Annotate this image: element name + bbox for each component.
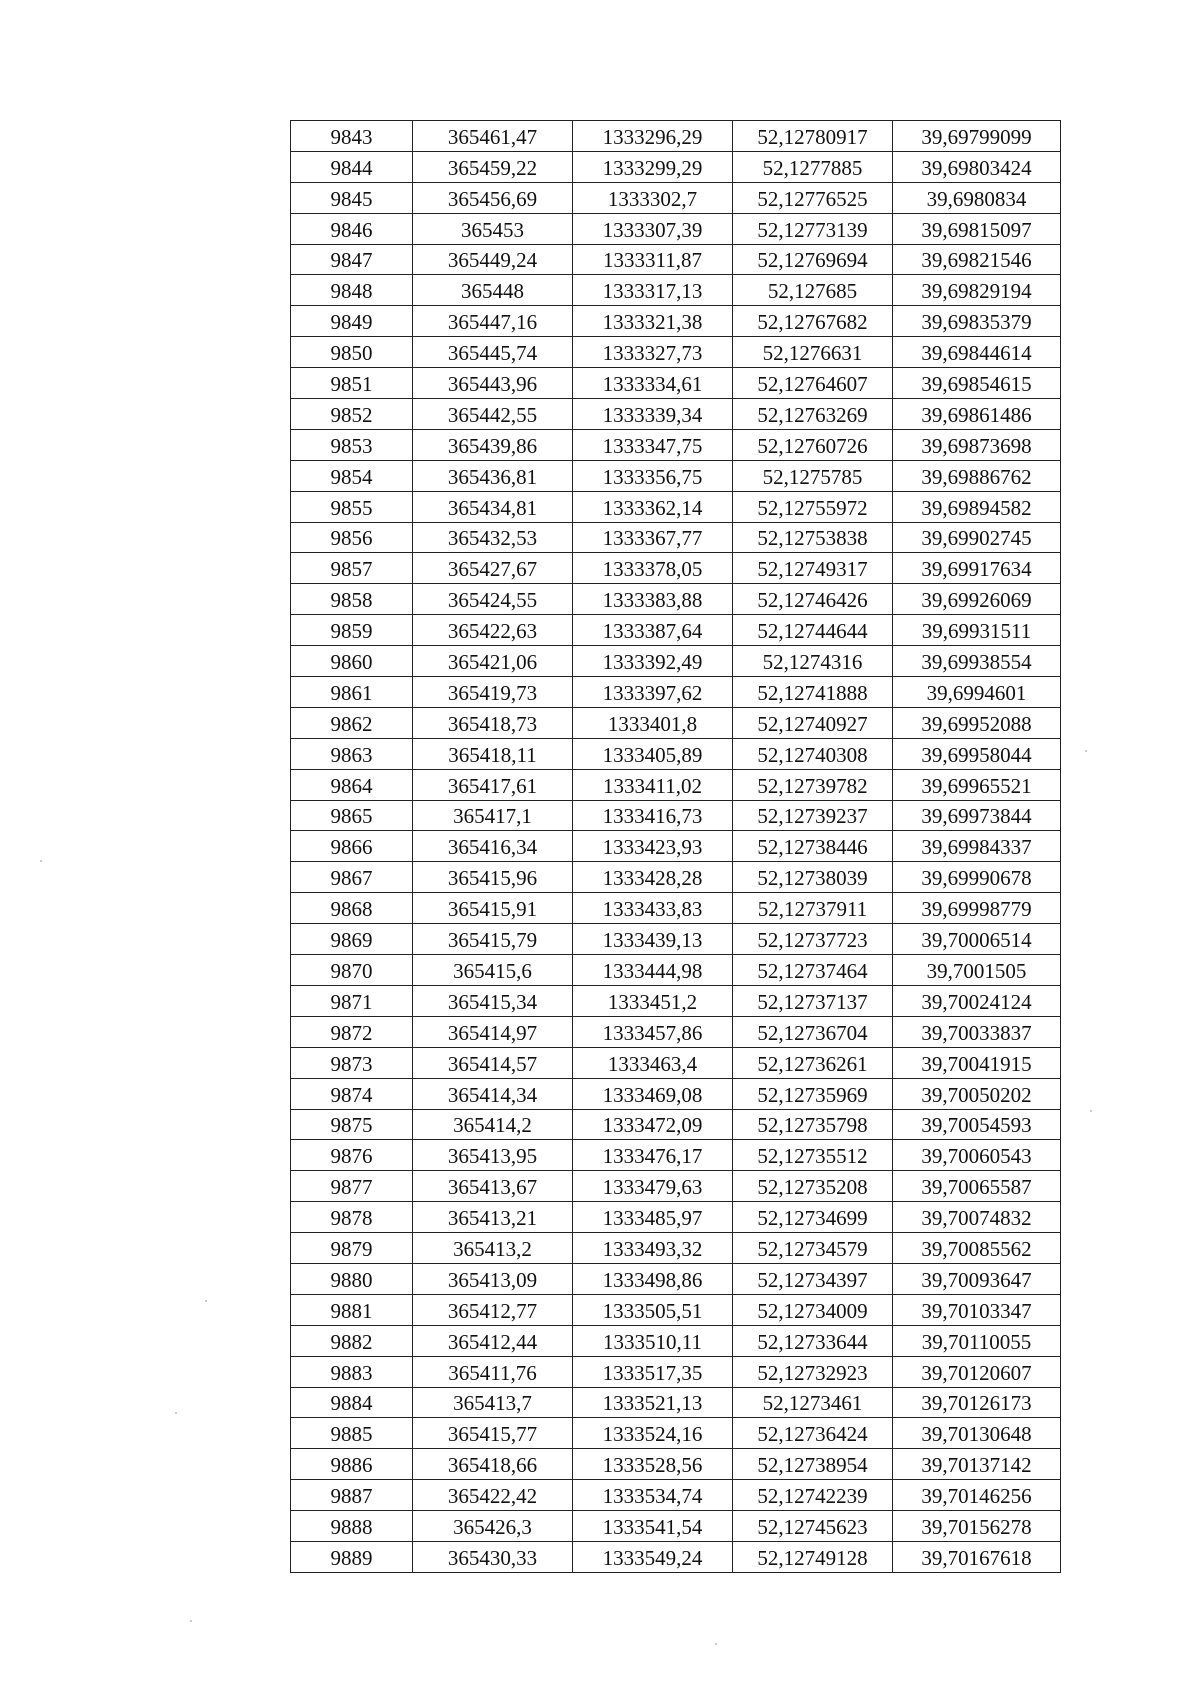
y-coordinate-cell: 1333476,17: [573, 1140, 733, 1171]
table-row: [291, 275, 1061, 306]
latitude-cell: 52,12738954: [733, 1449, 893, 1480]
y-coordinate-cell: 1333411,02: [573, 769, 733, 800]
longitude-cell: 39,69973844: [893, 800, 1061, 831]
point-number-cell: 9845: [291, 182, 413, 213]
longitude-cell: 39,69873698: [893, 429, 1061, 460]
longitude-cell: 39,70085562: [893, 1233, 1061, 1264]
latitude-cell: 52,12763269: [733, 399, 893, 430]
longitude-cell: 39,69815097: [893, 213, 1061, 244]
table-row: [291, 1325, 1061, 1356]
point-number-cell: 9847: [291, 244, 413, 275]
table-row: [291, 460, 1061, 491]
latitude-cell: 52,12735798: [733, 1109, 893, 1140]
y-coordinate-cell: 1333479,63: [573, 1171, 733, 1202]
longitude-cell: 39,69829194: [893, 275, 1061, 306]
longitude-cell: 39,70050202: [893, 1078, 1061, 1109]
x-coordinate-cell: 365459,22: [413, 151, 573, 182]
point-number-cell: 9876: [291, 1140, 413, 1171]
point-number-cell: 9857: [291, 553, 413, 584]
longitude-cell: 39,69803424: [893, 151, 1061, 182]
latitude-cell: 52,12739237: [733, 800, 893, 831]
x-coordinate-cell: 365413,09: [413, 1263, 573, 1294]
table-row: [291, 522, 1061, 553]
x-coordinate-cell: 365413,67: [413, 1171, 573, 1202]
point-number-cell: 9872: [291, 1016, 413, 1047]
x-coordinate-cell: 365413,7: [413, 1387, 573, 1418]
y-coordinate-cell: 1333451,2: [573, 985, 733, 1016]
longitude-cell: 39,69902745: [893, 522, 1061, 553]
longitude-cell: 39,70024124: [893, 985, 1061, 1016]
point-number-cell: 9865: [291, 800, 413, 831]
table-row: [291, 553, 1061, 584]
x-coordinate-cell: 365434,81: [413, 491, 573, 522]
point-number-cell: 9880: [291, 1263, 413, 1294]
latitude-cell: 52,12734397: [733, 1263, 893, 1294]
point-number-cell: 9862: [291, 707, 413, 738]
x-coordinate-cell: 365418,66: [413, 1449, 573, 1480]
y-coordinate-cell: 1333327,73: [573, 337, 733, 368]
y-coordinate-cell: 1333541,54: [573, 1511, 733, 1542]
longitude-cell: 39,69931511: [893, 615, 1061, 646]
point-number-cell: 9854: [291, 460, 413, 491]
point-number-cell: 9871: [291, 985, 413, 1016]
y-coordinate-cell: 1333472,09: [573, 1109, 733, 1140]
table-row: [291, 491, 1061, 522]
y-coordinate-cell: 1333397,62: [573, 677, 733, 708]
point-number-cell: 9873: [291, 1047, 413, 1078]
table-row: [291, 1511, 1061, 1542]
table-row: [291, 244, 1061, 275]
y-coordinate-cell: 1333401,8: [573, 707, 733, 738]
latitude-cell: 52,12735512: [733, 1140, 893, 1171]
longitude-cell: 39,69886762: [893, 460, 1061, 491]
table-row: [291, 769, 1061, 800]
y-coordinate-cell: 1333433,83: [573, 893, 733, 924]
longitude-cell: 39,70110055: [893, 1325, 1061, 1356]
x-coordinate-cell: 365427,67: [413, 553, 573, 584]
latitude-cell: 52,12744644: [733, 615, 893, 646]
table-row: [291, 924, 1061, 955]
table-row: [291, 862, 1061, 893]
latitude-cell: 52,12733644: [733, 1325, 893, 1356]
x-coordinate-cell: 365422,42: [413, 1480, 573, 1511]
x-coordinate-cell: 365456,69: [413, 182, 573, 213]
point-number-cell: 9851: [291, 368, 413, 399]
longitude-cell: 39,69821546: [893, 244, 1061, 275]
longitude-cell: 39,70103347: [893, 1294, 1061, 1325]
point-number-cell: 9875: [291, 1109, 413, 1140]
table-row: [291, 985, 1061, 1016]
x-coordinate-cell: 365415,79: [413, 924, 573, 955]
table-row: [291, 677, 1061, 708]
point-number-cell: 9867: [291, 862, 413, 893]
latitude-cell: 52,12737723: [733, 924, 893, 955]
longitude-cell: 39,69854615: [893, 368, 1061, 399]
longitude-cell: 39,69952088: [893, 707, 1061, 738]
longitude-cell: 39,69926069: [893, 584, 1061, 615]
longitude-cell: 39,69799099: [893, 121, 1061, 152]
latitude-cell: 52,12760726: [733, 429, 893, 460]
x-coordinate-cell: 365439,86: [413, 429, 573, 460]
x-coordinate-cell: 365445,74: [413, 337, 573, 368]
latitude-cell: 52,12740927: [733, 707, 893, 738]
point-number-cell: 9843: [291, 121, 413, 152]
latitude-cell: 52,12739782: [733, 769, 893, 800]
y-coordinate-cell: 1333311,87: [573, 244, 733, 275]
point-number-cell: 9856: [291, 522, 413, 553]
longitude-cell: 39,69958044: [893, 738, 1061, 769]
latitude-cell: 52,12738039: [733, 862, 893, 893]
table-row: [291, 1202, 1061, 1233]
table-row: [291, 1294, 1061, 1325]
point-number-cell: 9883: [291, 1356, 413, 1387]
x-coordinate-cell: 365453: [413, 213, 573, 244]
point-number-cell: 9884: [291, 1387, 413, 1418]
longitude-cell: 39,70074832: [893, 1202, 1061, 1233]
x-coordinate-cell: 365417,1: [413, 800, 573, 831]
y-coordinate-cell: 1333339,34: [573, 399, 733, 430]
y-coordinate-cell: 1333505,51: [573, 1294, 733, 1325]
point-number-cell: 9844: [291, 151, 413, 182]
latitude-cell: 52,12742239: [733, 1480, 893, 1511]
y-coordinate-cell: 1333392,49: [573, 646, 733, 677]
longitude-cell: 39,69984337: [893, 831, 1061, 862]
table-row: [291, 955, 1061, 986]
x-coordinate-cell: 365414,97: [413, 1016, 573, 1047]
latitude-cell: 52,12753838: [733, 522, 893, 553]
y-coordinate-cell: 1333299,29: [573, 151, 733, 182]
x-coordinate-cell: 365416,34: [413, 831, 573, 862]
y-coordinate-cell: 1333347,75: [573, 429, 733, 460]
point-number-cell: 9846: [291, 213, 413, 244]
latitude-cell: 52,12736261: [733, 1047, 893, 1078]
longitude-cell: 39,70120607: [893, 1356, 1061, 1387]
x-coordinate-cell: 365436,81: [413, 460, 573, 491]
longitude-cell: 39,70167618: [893, 1541, 1061, 1572]
point-number-cell: 9887: [291, 1480, 413, 1511]
latitude-cell: 52,1275785: [733, 460, 893, 491]
latitude-cell: 52,12735969: [733, 1078, 893, 1109]
x-coordinate-cell: 365421,06: [413, 646, 573, 677]
table-row: [291, 1418, 1061, 1449]
y-coordinate-cell: 1333302,7: [573, 182, 733, 213]
longitude-cell: 39,70093647: [893, 1263, 1061, 1294]
point-number-cell: 9878: [291, 1202, 413, 1233]
table-row: [291, 738, 1061, 769]
table-row: [291, 893, 1061, 924]
x-coordinate-cell: 365415,77: [413, 1418, 573, 1449]
latitude-cell: 52,12749317: [733, 553, 893, 584]
x-coordinate-cell: 365414,57: [413, 1047, 573, 1078]
x-coordinate-cell: 365412,44: [413, 1325, 573, 1356]
latitude-cell: 52,12737464: [733, 955, 893, 986]
x-coordinate-cell: 365413,2: [413, 1233, 573, 1264]
table-row: [291, 182, 1061, 213]
x-coordinate-cell: 365424,55: [413, 584, 573, 615]
point-number-cell: 9882: [291, 1325, 413, 1356]
y-coordinate-cell: 1333517,35: [573, 1356, 733, 1387]
point-number-cell: 9885: [291, 1418, 413, 1449]
y-coordinate-cell: 1333469,08: [573, 1078, 733, 1109]
scan-speck: [1085, 750, 1087, 752]
table-row: [291, 151, 1061, 182]
latitude-cell: 52,12737911: [733, 893, 893, 924]
y-coordinate-cell: 1333510,11: [573, 1325, 733, 1356]
y-coordinate-cell: 1333457,86: [573, 1016, 733, 1047]
table-row: [291, 707, 1061, 738]
y-coordinate-cell: 1333528,56: [573, 1449, 733, 1480]
table-row: [291, 1016, 1061, 1047]
table-row: [291, 1449, 1061, 1480]
x-coordinate-cell: 365414,2: [413, 1109, 573, 1140]
latitude-cell: 52,12773139: [733, 213, 893, 244]
x-coordinate-cell: 365415,96: [413, 862, 573, 893]
table-row: [291, 1480, 1061, 1511]
point-number-cell: 9853: [291, 429, 413, 460]
x-coordinate-cell: 365412,77: [413, 1294, 573, 1325]
x-coordinate-cell: 365418,73: [413, 707, 573, 738]
table-row: [291, 584, 1061, 615]
table-row: [291, 368, 1061, 399]
y-coordinate-cell: 1333549,24: [573, 1541, 733, 1572]
table-row: [291, 615, 1061, 646]
point-number-cell: 9886: [291, 1449, 413, 1480]
x-coordinate-cell: 365443,96: [413, 368, 573, 399]
y-coordinate-cell: 1333387,64: [573, 615, 733, 646]
y-coordinate-cell: 1333362,14: [573, 491, 733, 522]
table-row: [291, 831, 1061, 862]
table-row: [291, 121, 1061, 152]
longitude-cell: 39,69835379: [893, 306, 1061, 337]
y-coordinate-cell: 1333439,13: [573, 924, 733, 955]
latitude-cell: 52,12734009: [733, 1294, 893, 1325]
table-row: [291, 1263, 1061, 1294]
longitude-cell: 39,70006514: [893, 924, 1061, 955]
x-coordinate-cell: 365449,24: [413, 244, 573, 275]
longitude-cell: 39,70060543: [893, 1140, 1061, 1171]
point-number-cell: 9855: [291, 491, 413, 522]
point-number-cell: 9869: [291, 924, 413, 955]
table-row: [291, 1109, 1061, 1140]
table-row: [291, 306, 1061, 337]
table-row: [291, 800, 1061, 831]
point-number-cell: 9870: [291, 955, 413, 986]
y-coordinate-cell: 1333463,4: [573, 1047, 733, 1078]
table-row: [291, 1356, 1061, 1387]
latitude-cell: 52,12737137: [733, 985, 893, 1016]
point-number-cell: 9859: [291, 615, 413, 646]
latitude-cell: 52,12732923: [733, 1356, 893, 1387]
x-coordinate-cell: 365430,33: [413, 1541, 573, 1572]
longitude-cell: 39,70054593: [893, 1109, 1061, 1140]
x-coordinate-cell: 365432,53: [413, 522, 573, 553]
x-coordinate-cell: 365426,3: [413, 1511, 573, 1542]
table-row: [291, 1171, 1061, 1202]
scan-speck: [175, 1412, 177, 1414]
point-number-cell: 9861: [291, 677, 413, 708]
point-number-cell: 9874: [291, 1078, 413, 1109]
coordinates-table-body: [291, 121, 1061, 1573]
longitude-cell: 39,69965521: [893, 769, 1061, 800]
latitude-cell: 52,1277885: [733, 151, 893, 182]
point-number-cell: 9858: [291, 584, 413, 615]
scan-speck: [715, 1643, 717, 1645]
x-coordinate-cell: 365414,34: [413, 1078, 573, 1109]
y-coordinate-cell: 1333416,73: [573, 800, 733, 831]
longitude-cell: 39,6980834: [893, 182, 1061, 213]
point-number-cell: 9852: [291, 399, 413, 430]
y-coordinate-cell: 1333307,39: [573, 213, 733, 244]
longitude-cell: 39,70156278: [893, 1511, 1061, 1542]
latitude-cell: 52,12767682: [733, 306, 893, 337]
point-number-cell: 9877: [291, 1171, 413, 1202]
longitude-cell: 39,69998779: [893, 893, 1061, 924]
scan-speck: [1090, 1110, 1092, 1112]
x-coordinate-cell: 365418,11: [413, 738, 573, 769]
longitude-cell: 39,69917634: [893, 553, 1061, 584]
longitude-cell: 39,70130648: [893, 1418, 1061, 1449]
point-number-cell: 9879: [291, 1233, 413, 1264]
y-coordinate-cell: 1333367,77: [573, 522, 733, 553]
point-number-cell: 9849: [291, 306, 413, 337]
x-coordinate-cell: 365415,91: [413, 893, 573, 924]
point-number-cell: 9850: [291, 337, 413, 368]
longitude-cell: 39,69938554: [893, 646, 1061, 677]
y-coordinate-cell: 1333356,75: [573, 460, 733, 491]
scan-speck: [190, 1620, 192, 1622]
longitude-cell: 39,70033837: [893, 1016, 1061, 1047]
latitude-cell: 52,12738446: [733, 831, 893, 862]
x-coordinate-cell: 365447,16: [413, 306, 573, 337]
coordinates-table: [290, 120, 1061, 1573]
latitude-cell: 52,127685: [733, 275, 893, 306]
y-coordinate-cell: 1333378,05: [573, 553, 733, 584]
point-number-cell: 9881: [291, 1294, 413, 1325]
latitude-cell: 52,1273461: [733, 1387, 893, 1418]
x-coordinate-cell: 365415,34: [413, 985, 573, 1016]
table-row: [291, 399, 1061, 430]
latitude-cell: 52,12745623: [733, 1511, 893, 1542]
latitude-cell: 52,12734699: [733, 1202, 893, 1233]
y-coordinate-cell: 1333524,16: [573, 1418, 733, 1449]
table-row: [291, 646, 1061, 677]
y-coordinate-cell: 1333493,32: [573, 1233, 733, 1264]
longitude-cell: 39,6994601: [893, 677, 1061, 708]
point-number-cell: 9888: [291, 1511, 413, 1542]
table-row: [291, 1541, 1061, 1572]
y-coordinate-cell: 1333498,86: [573, 1263, 733, 1294]
latitude-cell: 52,12740308: [733, 738, 893, 769]
longitude-cell: 39,70146256: [893, 1480, 1061, 1511]
scan-speck: [205, 1300, 207, 1302]
y-coordinate-cell: 1333383,88: [573, 584, 733, 615]
table-row: [291, 1140, 1061, 1171]
y-coordinate-cell: 1333423,93: [573, 831, 733, 862]
x-coordinate-cell: 365413,21: [413, 1202, 573, 1233]
point-number-cell: 9864: [291, 769, 413, 800]
latitude-cell: 52,12736424: [733, 1418, 893, 1449]
table-row: [291, 337, 1061, 368]
x-coordinate-cell: 365413,95: [413, 1140, 573, 1171]
table-row: [291, 1387, 1061, 1418]
table-row: [291, 1078, 1061, 1109]
longitude-cell: 39,70137142: [893, 1449, 1061, 1480]
point-number-cell: 9863: [291, 738, 413, 769]
y-coordinate-cell: 1333296,29: [573, 121, 733, 152]
x-coordinate-cell: 365417,61: [413, 769, 573, 800]
table-row: [291, 429, 1061, 460]
x-coordinate-cell: 365461,47: [413, 121, 573, 152]
latitude-cell: 52,12755972: [733, 491, 893, 522]
point-number-cell: 9889: [291, 1541, 413, 1572]
longitude-cell: 39,70041915: [893, 1047, 1061, 1078]
latitude-cell: 52,12749128: [733, 1541, 893, 1572]
latitude-cell: 52,1276631: [733, 337, 893, 368]
latitude-cell: 52,12741888: [733, 677, 893, 708]
longitude-cell: 39,69861486: [893, 399, 1061, 430]
point-number-cell: 9848: [291, 275, 413, 306]
longitude-cell: 39,70126173: [893, 1387, 1061, 1418]
point-number-cell: 9868: [291, 893, 413, 924]
table-row: [291, 1233, 1061, 1264]
y-coordinate-cell: 1333405,89: [573, 738, 733, 769]
latitude-cell: 52,12746426: [733, 584, 893, 615]
y-coordinate-cell: 1333428,28: [573, 862, 733, 893]
table-row: [291, 213, 1061, 244]
x-coordinate-cell: 365448: [413, 275, 573, 306]
point-number-cell: 9866: [291, 831, 413, 862]
scan-speck: [40, 860, 42, 862]
latitude-cell: 52,12735208: [733, 1171, 893, 1202]
x-coordinate-cell: 365415,6: [413, 955, 573, 986]
longitude-cell: 39,69990678: [893, 862, 1061, 893]
y-coordinate-cell: 1333521,13: [573, 1387, 733, 1418]
x-coordinate-cell: 365419,73: [413, 677, 573, 708]
x-coordinate-cell: 365422,63: [413, 615, 573, 646]
y-coordinate-cell: 1333321,38: [573, 306, 733, 337]
latitude-cell: 52,12736704: [733, 1016, 893, 1047]
x-coordinate-cell: 365442,55: [413, 399, 573, 430]
y-coordinate-cell: 1333534,74: [573, 1480, 733, 1511]
longitude-cell: 39,70065587: [893, 1171, 1061, 1202]
latitude-cell: 52,12764607: [733, 368, 893, 399]
latitude-cell: 52,1274316: [733, 646, 893, 677]
longitude-cell: 39,69844614: [893, 337, 1061, 368]
latitude-cell: 52,12780917: [733, 121, 893, 152]
latitude-cell: 52,12734579: [733, 1233, 893, 1264]
latitude-cell: 52,12769694: [733, 244, 893, 275]
longitude-cell: 39,69894582: [893, 491, 1061, 522]
longitude-cell: 39,7001505: [893, 955, 1061, 986]
x-coordinate-cell: 365411,76: [413, 1356, 573, 1387]
y-coordinate-cell: 1333317,13: [573, 275, 733, 306]
table-row: [291, 1047, 1061, 1078]
y-coordinate-cell: 1333444,98: [573, 955, 733, 986]
y-coordinate-cell: 1333334,61: [573, 368, 733, 399]
point-number-cell: 9860: [291, 646, 413, 677]
y-coordinate-cell: 1333485,97: [573, 1202, 733, 1233]
latitude-cell: 52,12776525: [733, 182, 893, 213]
